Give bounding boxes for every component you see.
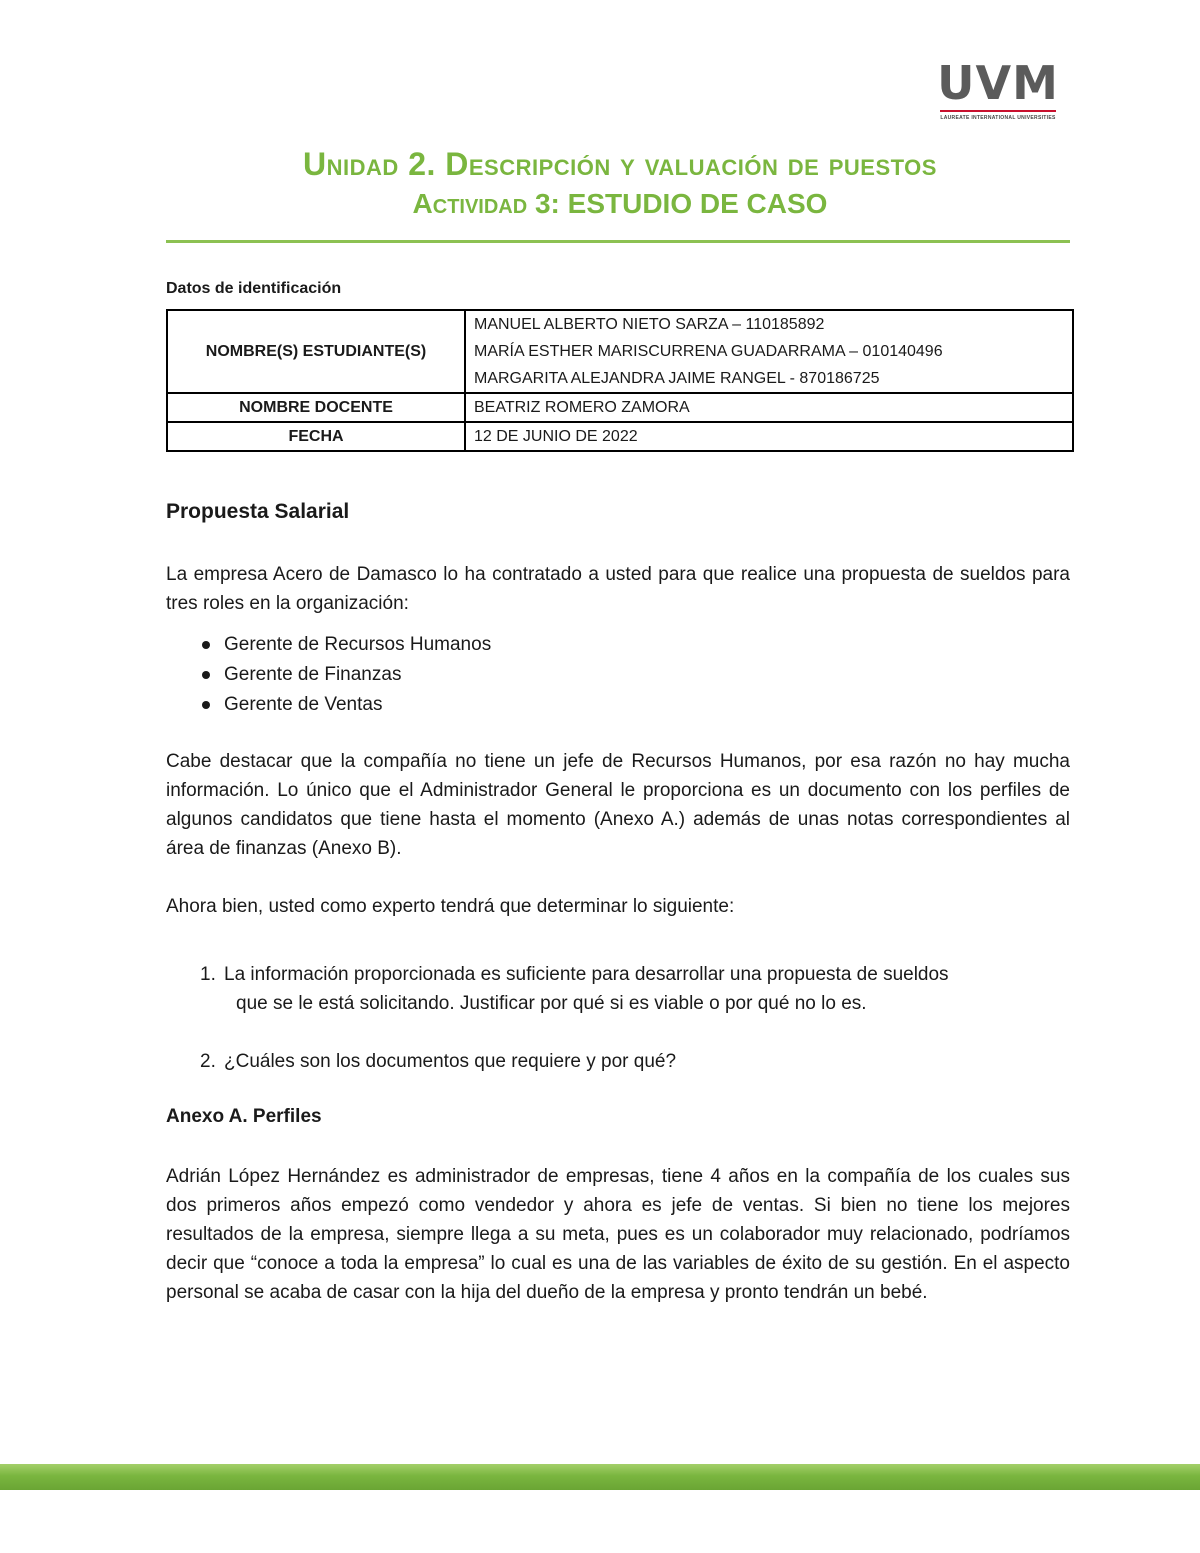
question-text: ¿Cuáles son los documentos que requiere y por qué?: [224, 1051, 677, 1072]
students-label: NOMBRE(S) ESTUDIANTE(S): [167, 310, 465, 393]
table-row: [167, 393, 1073, 422]
page-title: Unidad 2. Descripción y valuación de puestos: [303, 146, 937, 182]
student-name: MARGARITA ALEJANDRA JAIME RANGEL - 870186725: [474, 370, 880, 387]
list-item: Gerente de Ventas: [166, 690, 1070, 720]
question-number: 2.: [200, 1051, 216, 1072]
date-label: FECHA: [167, 422, 465, 451]
question-text: La información proporcionada es suficiente para desarrollar una propuesta de sueldos: [224, 964, 949, 985]
anexo-a-paragraph: Adrián López Hernández es administrador de empresas, tiene 4 años en la compañía de los cuales sus dos primeros años empezó como vendedor y ahora es jefe de ventas. Si bien no tiene los mejores resultados de la empresa, siempre llega a su meta, pues es un colaborador muy relacionado, podríamos decir que “conoce a toda la empresa” lo cual es una de las variables de éxito de su gestión. En el aspecto personal se acaba de casar con la hija del dueño de la empresa y pronto tendrán un bebé.: [166, 1166, 1070, 1303]
subtitle-suffix: : ESTUDIO DE CASO: [550, 188, 828, 219]
date-value: 12 DE JUNIO DE 2022: [465, 422, 1073, 451]
identification-label: Datos de identificación: [166, 280, 342, 297]
header-divider: [166, 240, 1070, 243]
logo-text: UVM: [937, 56, 1059, 110]
list-item: Gerente de Finanzas: [166, 660, 1070, 690]
logo-subtitle: LAUREATE INTERNATIONAL UNIVERSITIES: [940, 115, 1056, 121]
student-name: MANUEL ALBERTO NIETO SARZA – 110185892: [474, 316, 825, 333]
question-text-continued: que se le está solicitando. Justificar por qué si es viable o por qué no lo es.: [236, 993, 867, 1014]
footer-bar: [0, 1464, 1200, 1490]
question-2: [200, 1047, 1070, 1076]
roles-list: [166, 630, 1070, 720]
context-paragraph: Cabe destacar que la compañía no tiene un jefe de Recursos Humanos, por esa razón no hay mucha información. Lo único que el Administrador General le proporciona es un documento con los perfiles de algunos candidatos que tiene hasta el momento (Anexo A.) además de unas notas correspondientes al área de finanzas (Anexo B).: [166, 751, 1070, 859]
question-number: 1.: [200, 964, 216, 985]
section-heading-anexo-a: Anexo A. Perfiles: [166, 1106, 322, 1127]
students-value: [465, 310, 1073, 393]
table-row: [167, 422, 1073, 451]
teacher-label: NOMBRE DOCENTE: [167, 393, 465, 422]
list-item: Gerente de Recursos Humanos: [166, 630, 1070, 660]
section-heading-propuesta: Propuesta Salarial: [166, 500, 350, 523]
page-subtitle: [0, 188, 1200, 220]
uvm-logo: [936, 56, 1060, 121]
student-name: MARÍA ESTHER MARISCURRENA GUADARRAMA – 010140496: [474, 343, 943, 360]
task-intro-paragraph: Ahora bien, usted como experto tendrá que determinar lo siguiente:: [166, 896, 735, 917]
table-row: [167, 310, 1073, 393]
teacher-value: BEATRIZ ROMERO ZAMORA: [465, 393, 1073, 422]
logo-underline: [940, 110, 1056, 112]
question-1: [200, 960, 1070, 1018]
identification-table: [166, 309, 1074, 452]
intro-paragraph: La empresa Acero de Damasco lo ha contratado a usted para que realice una propuesta de sueldos para tres roles en la organización:: [166, 564, 1070, 614]
subtitle-prefix: Actividad 3: [412, 188, 551, 219]
